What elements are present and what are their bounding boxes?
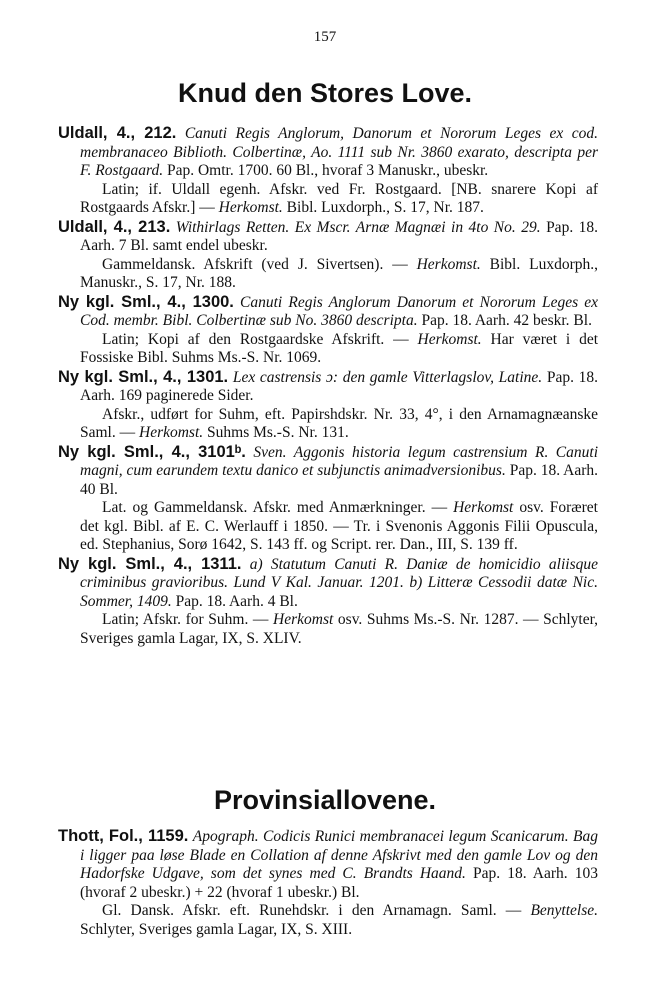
entry-note: Lat. og Gammeldansk. Afskr. med Anmærkninger. — [102,499,448,516]
shelfmark: Ny kgl. Sml., 4., 1311. [58,554,242,573]
entry-title: Canuti Regis Anglorum, Danorum et Nororum Leges ex cod. membranaceo Biblioth. Colbertinæ, Ao. 1111 sub Nr. 3860 exarato, descripta per F. Rostgaard. [80,125,598,179]
entry-title: Lex castrensis ɔ: den gamle Vitterlagslov, Latine. [232,368,543,386]
entry-note: Gl. Dansk. Afskr. eft. Runehdskr. i den Arnamagn. Saml. — [102,902,522,919]
entry-title: Canuti Regis Anglorum Danorum et Nororum Leges ex Cod. membr. Bibl. Colbertinæ sub No. 3860 descripta. [80,293,599,329]
catalog-entry [58,124,598,218]
section-knud [58,124,598,648]
entry-note-label: Herkomst [273,611,334,628]
entry-note-ref: Bibl. Luxdorph., Manuskr., S. 17, Nr. 188. [80,255,598,291]
entry-note-label: Herkomst. [417,330,482,348]
entry-note-ref: osv. Foræret det kgl. Bibl. af E. C. Werlauff i 1850. — Tr. i Svenonis Aggonis Filii Opuscula, ed. Stephanius, Sorø 1642, S. 143 ff. og Script. rer. Dan., III, S. 139 ff. [80,499,598,553]
entry-description: Pap. 18. Aarh. 42 beskr. Bl. [421,312,592,329]
entry-note-ref: Har været i det Fossiske Bibl. Suhms Ms.-S. Nr. 1069. [80,330,599,366]
section-title-provinsial: Provinsiallovene. [213,785,437,815]
section-title-knud: Knud den Stores Love. [177,78,473,108]
entry-title: Withirlags Retten. Ex Mscr. Arnæ Magnæi in 4to No. 29. [175,218,541,236]
catalog-entry [58,827,598,939]
shelfmark: Thott, Fol., 1159. [58,827,189,845]
catalog-entry [58,443,598,555]
page-number: 157 [313,29,337,45]
entry-note-label: Herkomst. [218,199,283,216]
entry-note-label: Benyttelse. [530,902,599,919]
shelfmark: Uldall, 4., 213. [58,217,171,236]
entry-description: Pap. 18. Aarh. 40 Bl. [80,462,598,498]
entry-title: Apograph. Codicis Runici membranacei legum Scanicarum. Bag i ligger paa løse Blade en Collation af denne Afskrivt med den gamle Lov og den Hadorfske Udgave, som det synes med C. Brandts Haand. [80,828,598,882]
catalog-entry [58,293,598,368]
shelfmark: Ny kgl. Sml., 4., 1301. [58,367,229,386]
entry-note-ref: Schlyter, Sveriges gamla Lagar, IX, S. XIII. [80,920,353,938]
entry-note: Latin; Afskr. for Suhm. — [102,611,269,628]
entry-title: a) Statutum Canuti R. Daniæ de homicidio aliisque criminibus gravioribus. Lund V Kal. Januar. 1201. b) Litteræ Cessodii datæ Nic. Sommer, 1409. [80,555,598,610]
shelfmark: Ny kgl. Sml., 4., 3101ᵇ. [58,442,246,461]
entry-note: Latin; if. Uldall egenh. Afskr. ved Fr. Rostgaard. [NB. snarere Kopi af Rostgaards Afskr.] — [80,180,598,216]
entry-title: Sven. Aggonis historia legum castrensium R. Canuti magni, cum earundem textu danico et subjunctis animadversionibus. [80,443,599,479]
catalog-entry [58,555,598,649]
entry-note: Afskr., udført for Suhm, eft. Papirshdskr. Nr. 33, 4°, i den Arnamagnæanske Saml. — [80,405,598,441]
entry-note-label: Herkomst. [139,424,204,441]
shelfmark: Uldall, 4., 212. [58,124,177,142]
catalog-entry [58,218,598,293]
section-provinsial [58,827,598,939]
entry-note-label: Herkomst. [416,255,481,273]
shelfmark: Ny kgl. Sml., 4., 1300. [58,292,234,311]
entry-note-ref: Suhms Ms.-S. Nr. 131. [207,424,349,441]
entry-note: Latin; Kopi af den Rostgaardske Afskrift. — [102,330,409,348]
entry-note-ref: Bibl. Luxdorph., S. 17, Nr. 187. [286,199,484,216]
entry-note-ref: osv. Suhms Ms.-S. Nr. 1287. — Schlyter, Sveriges gamla Lagar, IX, S. XLIV. [80,611,599,647]
catalog-entry [58,368,598,443]
entry-description: Pap. 18. Aarh. 4 Bl. [175,592,298,610]
entry-description: Pap. Omtr. 1700. 60 Bl., hvoraf 3 Manuskr., ubeskr. [166,162,489,179]
entry-note: Gammeldansk. Afskrift (ved J. Sivertsen). — [102,255,408,273]
entry-description: Pap. 18. Aarh. 169 paginerede Sider. [80,368,599,404]
entry-description: Pap. 18. Aarh. 103 (hvoraf 2 ubeskr.) + 22 (hvoraf 1 ubeskr.) Bl. [80,865,598,901]
entry-description: Pap. 18. Aarh. 7 Bl. samt endel ubeskr. [80,218,599,254]
entry-note-label: Herkomst [453,499,514,516]
